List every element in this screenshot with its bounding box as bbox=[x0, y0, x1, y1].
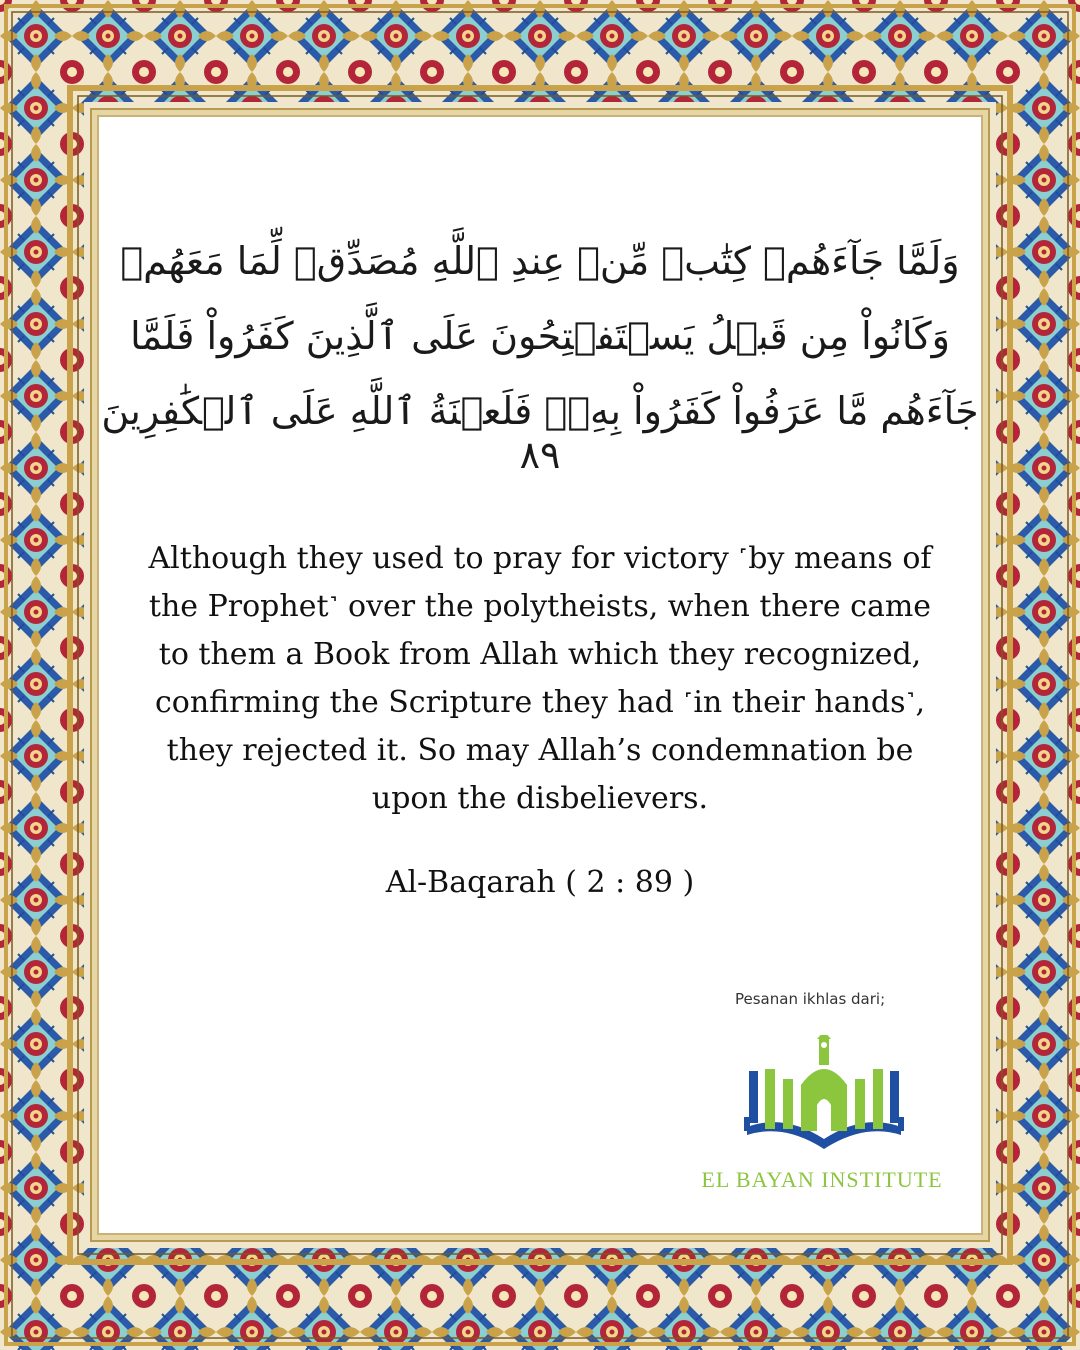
arabic-verse-line-1: وَلَمَّا جَآءَهُمۡ كِتَٰبٞ مِّنۡ عِندِ ٱللَّهِ مُصَدِّقٞ لِّمَا مَعَهُمۡ bbox=[120, 239, 960, 283]
verse-reference: Al-Baqarah ( 2 : 89 ) bbox=[385, 865, 695, 900]
arabic-verse-line-3: جَآءَهُم مَّا عَرَفُواْ كَفَرُواْ بِهِۦۚ فَلَعۡنَةُ ٱللَّهِ عَلَى ٱلۡكَٰفِرِينَ ٨٩ bbox=[101, 389, 979, 477]
from-label: Pesanan ikhlas dari; bbox=[735, 990, 886, 1008]
logo-text: EL BAYAN INSTITUTE bbox=[701, 1167, 943, 1192]
mosque-book-logo-icon bbox=[739, 1035, 909, 1163]
verse-translation: Although they used to pray for victory ˹by means of the Prophet˺ over the polytheists, when there came to them a Book from Allah which they recognized, confirming the Scripture they had ˹in their hands˺, they rejected it. So may Allah’s condemnation be upon the disbelievers. bbox=[148, 541, 932, 816]
content-panel bbox=[97, 115, 983, 1235]
arabic-verse-line-2: وَكَانُواْ مِن قَبۡلُ يَسۡتَفۡتِحُونَ عَلَى ٱلَّذِينَ كَفَرُواْ فَلَمَّا bbox=[130, 314, 950, 358]
